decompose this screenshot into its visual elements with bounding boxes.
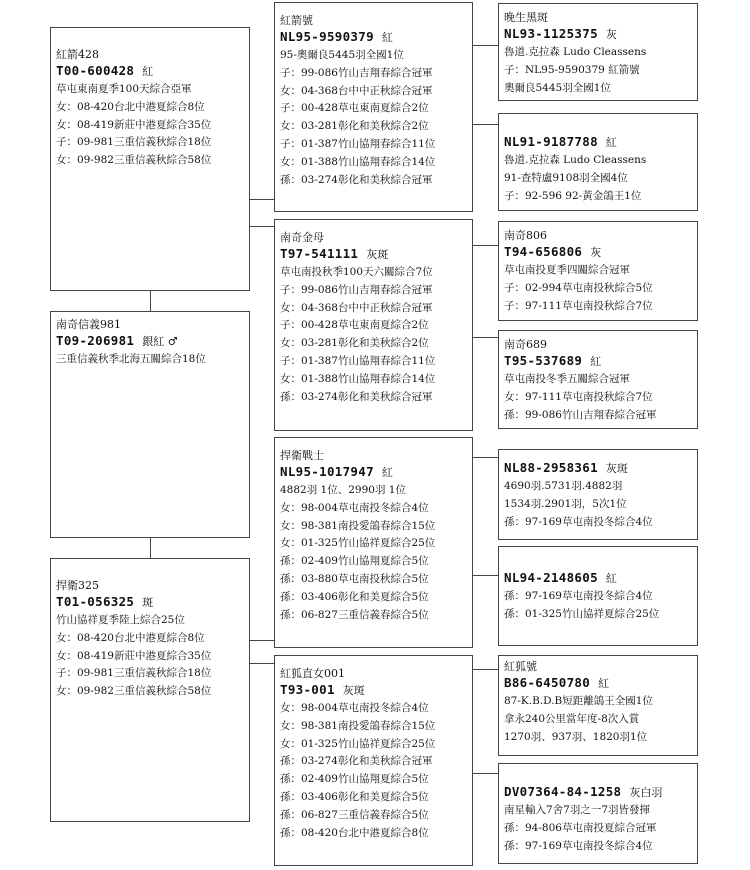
record-line: 孫：06-827三重信義春綜合5位 (280, 808, 429, 821)
record-line: 孫：99-086竹山吉翔春綜合冠軍 (504, 408, 657, 421)
bird-color: 銀紅 ♂ (142, 335, 178, 348)
record-line: 女：04-368台中中正秋綜合冠軍 (280, 84, 433, 97)
record-line: 女：09-982三重信義秋綜合58位 (56, 685, 212, 698)
record-line: 子：01-387竹山協翔春綜合11位 (280, 137, 436, 150)
record-line: 孫：03-274彰化和美秋綜合冠軍 (280, 173, 433, 186)
record-line: 草屯東南夏季100天綜合亞軍 (56, 83, 192, 95)
pedigree-box-dss (498, 449, 698, 540)
record-line: 1270羽、937羽、1820羽1位 (504, 730, 648, 743)
record-line: 91-查特盧9108羽全國4位 (504, 171, 628, 184)
pedigree-box-dam (50, 558, 250, 822)
pedigree-box-sire-sire (274, 2, 473, 212)
bird-name: 南奇信義981 (56, 318, 121, 331)
record-line: 女：01-325竹山協祥夏綜合25位 (280, 737, 436, 750)
record-line: 孫：97-169草屯南投冬綜合4位 (504, 515, 653, 528)
record-line: 子：99-086竹山吉翔春綜合冠軍 (280, 66, 433, 79)
bird-color: 灰斑 (605, 462, 628, 475)
ring-number: NL94-2148605 紅 (504, 570, 617, 585)
connector-dam-dd (249, 663, 275, 664)
record-line: 子：01-387竹山協翔春綜合11位 (280, 354, 436, 367)
record-line: 女：98-381南投愛鴿春綜合15位 (280, 719, 436, 732)
pedigree-box-dam-dam (274, 655, 473, 866)
record-line: 孫：02-409竹山協翔夏綜合5位 (280, 773, 429, 786)
record-line: 女：08-420台北中港夏綜合8位 (56, 100, 205, 113)
record-line: 南星輸入7舍7羽之一7羽皆發揮 (504, 804, 651, 816)
pedigree-box-ssd (498, 113, 698, 211)
ring-number: T94-656806 灰 (504, 244, 602, 259)
ring-number: B86-6450780 紅 (504, 675, 610, 690)
ring-number: T01-056325 斑 (56, 594, 154, 609)
pedigree-box-dsd (498, 546, 698, 646)
pedigree-box-sds (498, 221, 698, 321)
ring-number: T09-206981 銀紅 ♂ (56, 333, 178, 348)
record-line: 草屯南投夏季四關綜合冠軍 (504, 264, 630, 276)
connector-sd-sds (472, 245, 499, 246)
bird-color: 灰斑 (342, 684, 365, 697)
record-line: 孫：03-406彰化和美夏綜合5位 (280, 590, 429, 603)
record-line: 子：99-086竹山吉翔春綜合冠軍 (280, 283, 433, 296)
record-line: 子：09-981三重信義秋綜合18位 (56, 136, 212, 149)
record-line: 魯道.克拉森 Ludo Cleassens (504, 46, 647, 58)
record-line: 孫：08-420台北中港夏綜合8位 (280, 826, 429, 839)
record-line: 孫：02-409竹山協翔夏綜合5位 (280, 555, 429, 568)
bird-color: 紅 (605, 572, 617, 585)
connector-dd-ddd (472, 773, 499, 774)
connector-subject-dam (150, 537, 151, 559)
record-line: 87-K.B.D.B短距離鴿王全國1位 (504, 695, 653, 707)
record-line: 子：97-111草屯南投秋綜合7位 (504, 299, 653, 312)
record-line: 孫：03-406彰化和美夏綜合5位 (280, 790, 429, 803)
bird-name: 南奇金母 (280, 231, 324, 244)
bird-name: 晚生黑斑 (504, 11, 548, 24)
ring-number: NL91-9187788 紅 (504, 134, 617, 149)
connector-ss-sss (472, 45, 499, 46)
ring-number: NL95-1017947 紅 (280, 464, 393, 479)
bird-color: 紅 (381, 466, 393, 479)
connector-dd-dds (472, 669, 499, 670)
pedigree-box-sdd (498, 330, 698, 429)
pedigree-box-sss (498, 3, 698, 101)
record-line: 草屯南投冬季五關綜合冠軍 (504, 373, 630, 385)
pedigree-box-subject (50, 311, 250, 538)
bird-color: 紅 (142, 65, 154, 78)
ring-number: NL88-2958361 灰斑 (504, 460, 628, 475)
record-line: 孫：06-827三重信義春綜合5位 (280, 608, 429, 621)
bird-name: 南奇806 (504, 229, 547, 242)
connector-sd-sdd (472, 337, 499, 338)
ring-number: DV07364-84-1258 灰白羽 (504, 784, 663, 799)
record-line: 子：92-596 92-黃金鴿王1位 (504, 189, 642, 202)
record-line: 女：09-982三重信義秋綜合58位 (56, 154, 212, 167)
ring-number: NL95-9590379 紅 (280, 29, 393, 44)
bird-color: 紅 (590, 355, 602, 368)
record-line: 子：09-981三重信義秋綜合18位 (56, 667, 212, 680)
ring-number: T93-001 灰斑 (280, 682, 365, 697)
record-line: 三重信義秋季北海五關綜合18位 (56, 353, 206, 365)
bird-name: 紅箭號 (280, 14, 313, 27)
bird-name: 紅狐直女001 (280, 667, 345, 680)
record-line: 女：01-388竹山協翔春綜合14位 (280, 372, 436, 385)
record-line: 孫：94-806草屯南投夏綜合冠軍 (504, 821, 657, 834)
record-line: 女：98-381南投愛鴿春綜合15位 (280, 519, 436, 532)
ring-number: T00-600428 紅 (56, 63, 154, 78)
record-line: 4690羽.5731羽.4882羽 (504, 480, 623, 492)
connector-dam-ds (249, 640, 275, 641)
bird-color: 灰 (590, 246, 602, 259)
record-line: 女：98-004草屯南投冬綜合4位 (280, 702, 429, 714)
record-line: 子：00-428草屯東南夏綜合2位 (280, 102, 429, 115)
record-line: 孫：03-274彰化和美秋綜合冠軍 (280, 390, 433, 403)
record-line: 孫：03-274彰化和美秋綜合冠軍 (280, 755, 433, 768)
record-line: 1534羽.2901羽，5次1位 (504, 497, 627, 510)
record-line: 子：02-994草屯南投秋綜合5位 (504, 281, 653, 294)
connector-ss-ssd (472, 124, 499, 125)
connector-ds-dss (472, 457, 499, 458)
record-line: 孫：97-169草屯南投冬綜合4位 (504, 590, 653, 602)
pedigree-box-sire-dam (274, 219, 473, 431)
bird-name: 紅狐號 (504, 660, 537, 673)
bird-name: 紅箭428 (56, 48, 99, 61)
bird-color: 灰 (605, 28, 617, 41)
record-line: 女：98-004草屯南投冬綜合4位 (280, 501, 429, 514)
record-line: 草屯南投秋季100天六關綜合7位 (280, 266, 433, 278)
record-line: 女：97-111草屯南投秋綜合7位 (504, 390, 653, 403)
bird-color: 斑 (142, 596, 154, 609)
pedigree-box-dam-sire (274, 437, 473, 648)
record-line: 孫：97-169草屯南投冬綜合4位 (504, 839, 653, 852)
bird-name: 捍衛戰士 (280, 449, 324, 462)
record-line: 95-奧爾良5445羽全國1位 (280, 49, 404, 61)
bird-color: 紅 (605, 136, 617, 149)
record-line: 子：00-428草屯東南夏綜合2位 (280, 319, 429, 332)
bird-color: 紅 (381, 31, 393, 44)
record-line: 竹山協祥夏季陸上綜合25位 (56, 614, 185, 626)
connector-sire-subject (150, 290, 151, 312)
record-line: 女：08-419新莊中港夏綜合35位 (56, 118, 212, 131)
record-line: 奧爾良5445羽全國1位 (504, 81, 611, 94)
record-line: 女：03-281彰化和美秋綜合2位 (280, 337, 429, 350)
connector-sire-sd (249, 226, 275, 227)
pedigree-box-sire (50, 27, 250, 291)
record-line: 拿永240公里當年度-8次入賞 (504, 712, 640, 725)
record-line: 女：08-420台北中港夏綜合8位 (56, 631, 205, 644)
record-line: 女：08-419新莊中港夏綜合35位 (56, 649, 212, 662)
ring-number: T97-541111 灰斑 (280, 246, 389, 261)
ring-number: NL93-1125375 灰 (504, 26, 617, 41)
ring-number: T95-537689 紅 (504, 353, 602, 368)
connector-sire-ss (249, 199, 275, 200)
pedigree-box-dds (498, 655, 698, 756)
record-line: 孫：03-880草屯南投秋綜合5位 (280, 572, 429, 585)
pedigree-box-ddd (498, 763, 698, 864)
record-line: 女：03-281彰化和美秋綜合2位 (280, 120, 429, 133)
connector-ds-dsd (472, 575, 499, 576)
bird-name: 捍衛325 (56, 579, 99, 592)
record-line: 女：01-325竹山協祥夏綜合25位 (280, 537, 436, 550)
bird-color: 紅 (598, 677, 610, 690)
bird-color: 灰斑 (366, 248, 389, 261)
bird-color: 灰白羽 (629, 786, 663, 799)
record-line: 4882羽 1位、2990羽 1位 (280, 484, 406, 496)
record-line: 女：04-368台中中正秋綜合冠軍 (280, 301, 433, 314)
record-line: 子：NL95-9590379 紅箭號 (504, 63, 640, 76)
record-line: 孫：01-325竹山協祥夏綜合25位 (504, 607, 660, 620)
bird-name: 南奇689 (504, 338, 547, 351)
record-line: 女：01-388竹山協翔春綜合14位 (280, 155, 436, 168)
record-line: 魯道.克拉森 Ludo Cleassens (504, 154, 647, 166)
